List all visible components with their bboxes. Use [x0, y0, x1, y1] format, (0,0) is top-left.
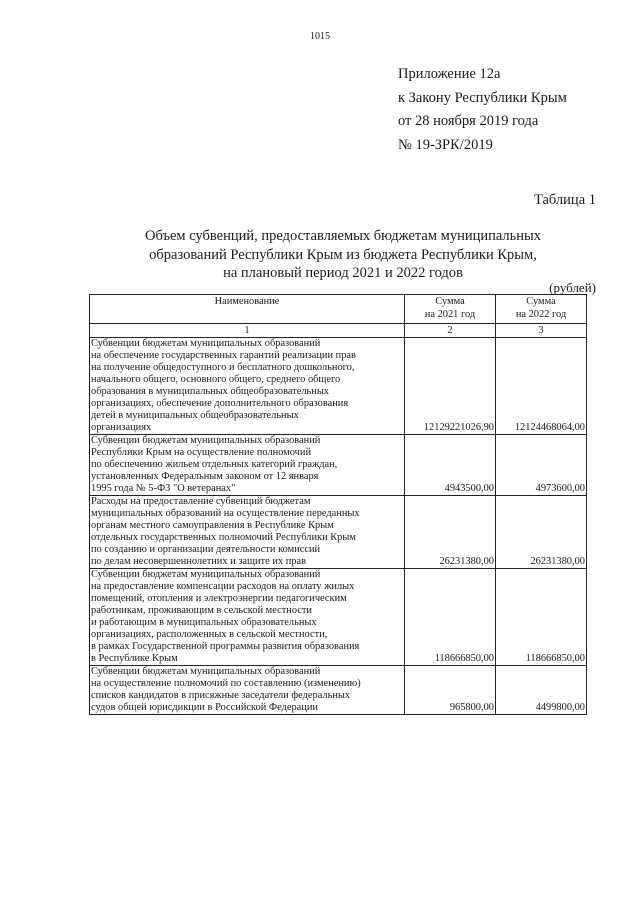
appendix-line-1: Приложение 12а: [398, 66, 501, 82]
column-number-3: 3: [496, 324, 587, 338]
row-5-name: Субвенции бюджетам муниципальных образований на осуществление полномочий по составлению (изменению) списков кандидатов в присяжные заседатели федеральных судов общей юрисдикции в Российской Федерации: [90, 666, 405, 715]
appendix-line-2: к Закону Республики Крым: [398, 89, 567, 106]
row-1-sum-2022: 12124468064,00: [496, 338, 587, 435]
title-line-2: образований Республики Крым из бюджета Республики Крым,: [149, 246, 537, 263]
table-row: [90, 569, 587, 666]
row-5-sum-2022: 4499800,00: [496, 666, 587, 715]
header-sum-2021: [405, 295, 496, 324]
table-row: [90, 435, 587, 496]
appendix-reference: [398, 63, 567, 157]
header-sum-2021-label: Сумма на 2021 год: [424, 296, 476, 320]
row-2-sum-2022: 4973600,00: [496, 435, 587, 496]
table-row: [90, 338, 587, 435]
row-5-sum-2021: 965800,00: [405, 666, 496, 715]
table-label: Таблица 1: [533, 192, 596, 208]
table-header-row: [90, 295, 587, 324]
appendix-line-4: № 19-ЗРК/2019: [398, 136, 493, 153]
title-line-1: Объем субвенций, предоставляемых бюджетам муниципальных: [144, 228, 542, 244]
page-number: 1015: [310, 31, 330, 42]
unit-label: (рублей): [549, 280, 596, 295]
row-4-name: Субвенции бюджетам муниципальных образований на предоставление компенсации расходов на оплату жилых помещений, отопления и электроэнергии педагогическим работникам, проживающим в сельской местности и работающим в муниципальных образовательных организациях, расположенных в сельской местности, в рамках Государственной программы развития образования в Республике Крым: [90, 569, 405, 666]
appendix-line-3: от 28 ноября 2019 года: [398, 113, 539, 129]
row-4-sum-2022: 118666850,00: [496, 569, 587, 666]
header-sum-2022-label: Сумма на 2022 год: [515, 296, 567, 320]
table-row: [90, 666, 587, 715]
row-1-name: Субвенции бюджетам муниципальных образований на обеспечение государственных гарантий реализации прав на получение общедоступного и бесплатного дошкольного, начального общего, основного общего, среднего общего образования в муниципальных общеобразовательных организациях, обеспечение дополнительного образования детей в муниципальных общеобразовательных организациях: [90, 338, 405, 435]
row-4-sum-2021: 118666850,00: [405, 569, 496, 666]
column-number-1: 1: [90, 324, 405, 338]
header-name: [90, 295, 405, 324]
header-sum-2022: [496, 295, 587, 324]
row-3-name: Расходы на предоставление субвенций бюджетам муниципальных образований на осуществление переданных органам местного самоуправления в Республике Крым отдельных государственных полномочий Республики Крым по созданию и организации деятельности комиссий по делам несовершеннолетних и защите их прав: [90, 496, 405, 569]
row-2-name: Субвенции бюджетам муниципальных образований Республики Крым на осуществление полномочий по обеспечению жильем отдельных категорий граждан, установленных Федеральным законом от 12 января 1995 года № 5-ФЗ "О ветеранах": [90, 435, 405, 496]
column-number-row: [90, 324, 587, 338]
row-3-sum-2022: 26231380,00: [496, 496, 587, 569]
document-title: [90, 227, 596, 283]
row-3-sum-2021: 26231380,00: [405, 496, 496, 569]
row-1-sum-2021: 12129221026,90: [405, 338, 496, 435]
title-line-3: на плановый период 2021 и 2022 годов: [223, 265, 463, 281]
column-number-2: 2: [405, 324, 496, 338]
header-name-label: Наименование: [214, 296, 280, 307]
row-2-sum-2021: 4943500,00: [405, 435, 496, 496]
subventions-table: [89, 294, 587, 715]
table-row: [90, 496, 587, 569]
